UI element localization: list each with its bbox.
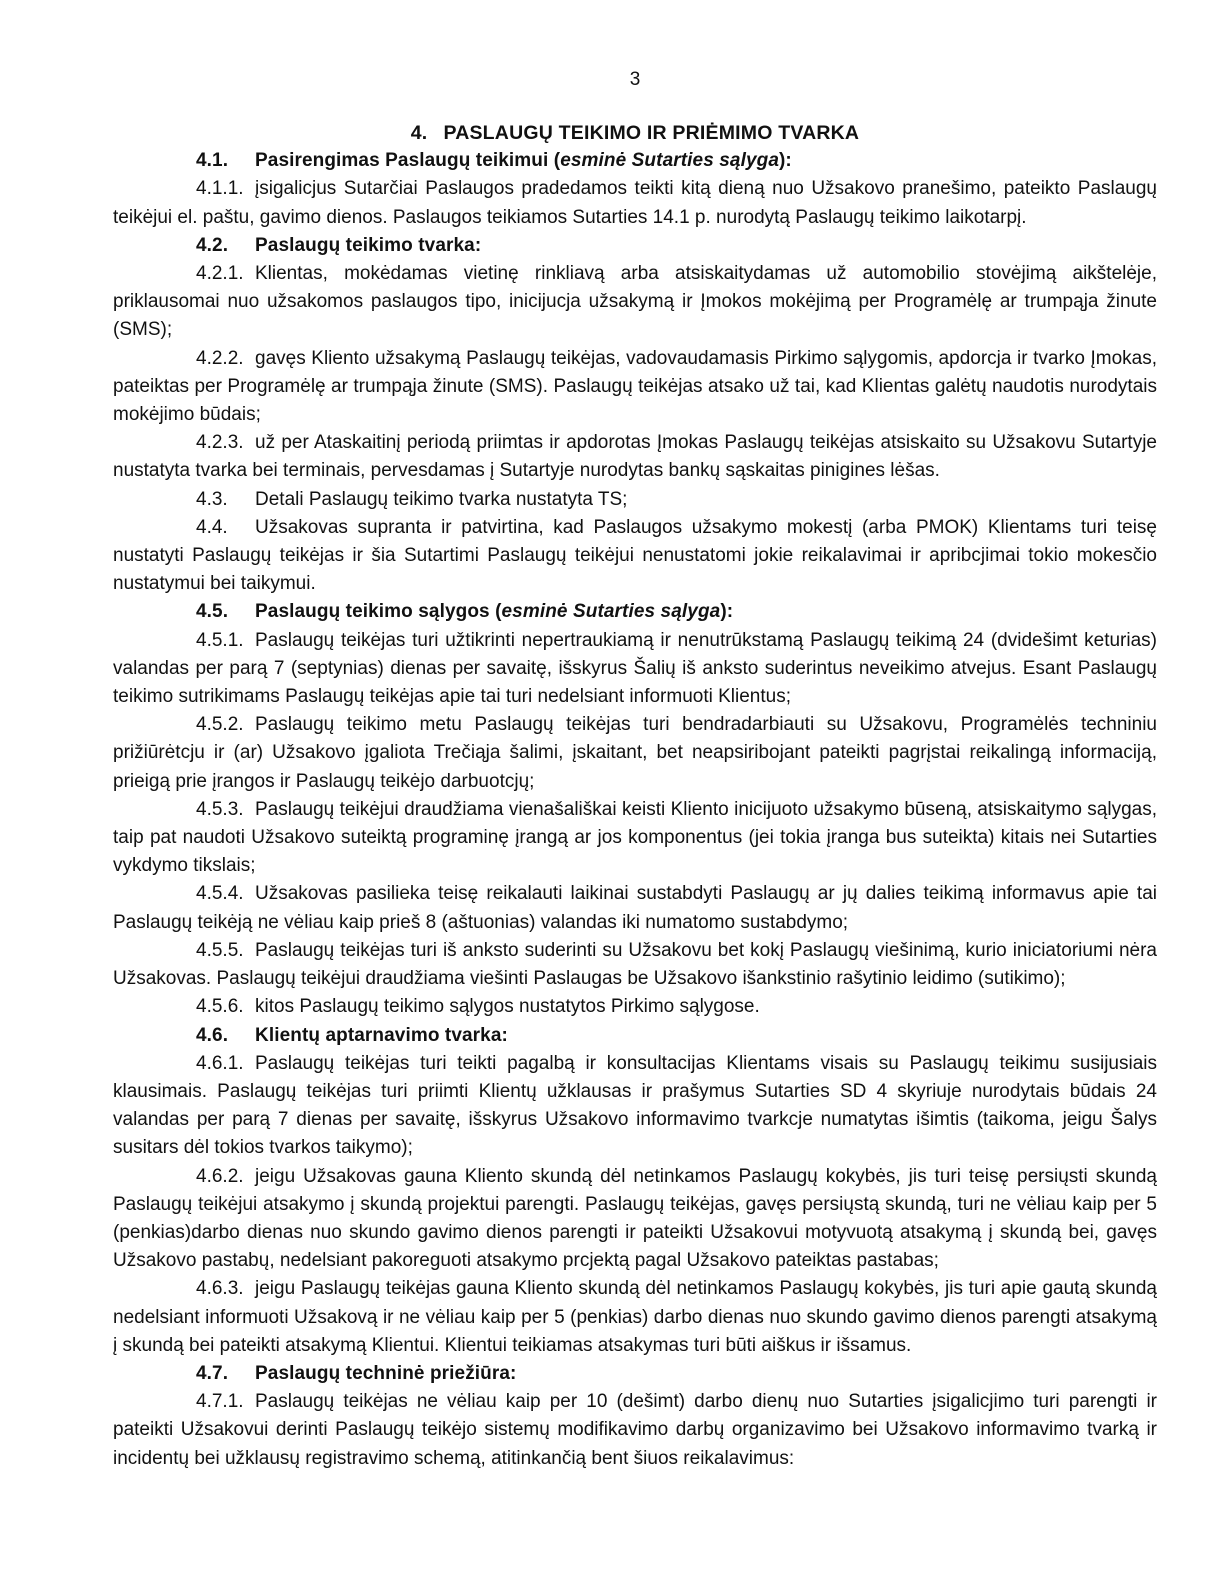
clause-number: 4.5.2. — [196, 714, 244, 736]
heading-tail: ): — [779, 150, 792, 172]
clause-number: 4.2.2. — [196, 347, 244, 369]
heading-italic-text: esminė Sutarties sąlyga — [560, 150, 779, 172]
clause-number: 4.5.6. — [196, 996, 244, 1018]
clause-4-5-6 — [113, 993, 1157, 1021]
clause-text: Klientas, mokėdamas vietinę rinkliavą arba atsiskaitydamas už automobilio stovėjimą aikštelėje, priklausomai nuo užsakomos paslaugos tipo, inicijucja užsakymą ir Įmokos mokėjimą per Programėlę ar trumpąja žinute (SMS); — [113, 263, 1157, 341]
clause-number: 4.6.2. — [196, 1165, 244, 1187]
clause-4-6-1 — [113, 1050, 1157, 1163]
clause-number: 4.5. — [196, 601, 229, 623]
clause-4-5-3 — [113, 796, 1157, 881]
section-title — [113, 119, 1157, 147]
clause-number: 4.6.3. — [196, 1278, 244, 1300]
clause-4-3 — [113, 486, 1157, 514]
heading-italic-text: esminė Sutarties sąlyga — [501, 601, 721, 623]
clause-4-2-3 — [113, 429, 1157, 485]
clause-number: 4.2. — [196, 234, 229, 256]
clause-text: Paslaugų teikėjui draudžiama vienašališkai keisti Kliento inicijuoto užsakymo būseną, atsiskaitymo sąlygas, taip pat naudoti Užsakovo suteiktą programinę įrangą ar jos komponentus (jei tokia įranga bus suteikta) kitais nei Sutarties vykdymo tikslais; — [113, 798, 1157, 877]
clause-4-1-1 — [113, 175, 1157, 231]
clause-text: kitos Paslaugų teikimo sąlygos nustatytos Pirkimo sąlygose. — [255, 996, 760, 1018]
clause-number: 4.4. — [196, 516, 228, 538]
heading-text: Paslaugų teikimo sąlygos ( — [255, 601, 502, 623]
clause-number: 4.6. — [196, 1024, 229, 1046]
heading-4-5 — [113, 598, 1157, 626]
clause-text: Paslaugų teikimo metu Paslaugų teikėjas turi bendradarbiauti su Užsakovu, Programėlės techniniu prižiūrėtcju ir (ar) Užsakovo įgaliota Trečiąja šalimi, įskaitant, bet neapsiribojant pateikti pagrįstai reikalingą informaciją, prieigą prie įrangos ir Paslaugų teikėjo darbuotcjų; — [113, 714, 1157, 792]
clause-text: už per Ataskaitinį periodą priimtas ir apdorotas Įmokas Paslaugų teikėjas atsiskaito su Užsakovu Sutartyje nustatyta tvarka bei terminais, pervesdamas į Sutartyje nurodytas bankų sąskaitas pinigines lėšas. — [113, 432, 1157, 482]
clause-4-5-5 — [113, 937, 1157, 993]
clause-4-4 — [113, 514, 1157, 599]
clause-number: 4.5.4. — [196, 883, 244, 905]
section-title-number: 4. — [410, 122, 428, 144]
clause-text: Paslaugų teikėjas ne vėliau kaip per 10 (dešimt) darbo dienų nuo Sutarties įsigalicjimo turi parengti ir pateikti Užsakovui derinti Paslaugų teikėjo sistemų modifikavimo darbų organizavimo bei Užsakovo informavimo tvarką ir incidentų bei užklausų registravimo schemą, atitinkančią bent šiuos reikalavimus: — [113, 1391, 1157, 1469]
clause-4-2-2 — [113, 345, 1157, 430]
clause-text: Užsakovas pasilieka teisę reikalauti laikinai sustabdyti Paslaugų ar jų dalies teikimą informavus apie tai Paslaugų teikėją ne vėliau kaip prieš 8 (aštuonias) valandas iki numatomo sustabdymo; — [113, 883, 1157, 933]
clause-number: 4.1. — [196, 150, 229, 172]
heading-tail: ): — [720, 601, 734, 623]
clause-number: 4.2.3. — [196, 432, 244, 454]
clause-text: įsigalicjus Sutarčiai Paslaugos pradedamos teikti kitą dieną nuo Užsakovo pranešimo, pateikto Paslaugų teikėjui el. paštu, gavimo dienos. Paslaugos teikiamos Sutarties 14.1 p. nurodytą Paslaugų teikimo laikotarpį. — [113, 178, 1157, 228]
heading-4-2 — [113, 232, 1157, 260]
clause-4-5-4 — [113, 880, 1157, 936]
clause-number: 4.7. — [196, 1362, 229, 1384]
clause-number: 4.6.1. — [196, 1052, 244, 1074]
heading-text: Klientų aptarnavimo tvarka: — [255, 1024, 508, 1046]
clause-4-5-2 — [113, 711, 1157, 796]
clause-number: 4.3. — [196, 488, 228, 510]
clause-number: 4.2.1. — [196, 263, 244, 285]
clause-number: 4.5.5. — [196, 939, 244, 961]
clause-text: jeigu Paslaugų teikėjas gauna Kliento skundą dėl netinkamos Paslaugų kokybės, jis turi apie gautą skundą nedelsiant informuoti Užsakovą ir ne vėliau kaip per 5 (penkias) darbo dienas nuo skundo gavimo dienos parengti atsakymą į skundą bei pateikti atsakymą Klientui. Klientui teikiamas atsakymas turi būti aiškus ir išsamus. — [113, 1278, 1157, 1356]
clause-text: Paslaugų teikėjas turi iš anksto suderinti su Užsakovu bet kokį Paslaugų viešinimą, kurio iniciatoriumi nėra Užsakovas. Paslaugų teikėjui draudžiama viešinti Paslaugas be Užsakovo išankstinio rašytinio leidimo (sutikimo); — [113, 939, 1157, 990]
clause-number: 4.7.1. — [196, 1391, 244, 1413]
clause-text: jeigu Užsakovas gauna Kliento skundą dėl netinkamos Paslaugų kokybės, jis turi teisę persiųsti skundą Paslaugų teikėjui atsakymo į skundą projektui parengti. Paslaugų teikėjas, gavęs persiųstą skundą, turi ne vėliau kaip per 5 (penkias)darbo dienas nuo skundo gavimo dienos parengti ir pateikti Užsakovui motyvuotą atsakymą į skundą bei, gavęs Užsakovo pastabų, nedelsiant pakoreguoti atsakymo prcjektą pagal Užsakovo pateiktas pastabas; — [113, 1165, 1157, 1272]
heading-4-6 — [113, 1022, 1157, 1050]
clause-4-2-1 — [113, 260, 1157, 345]
clause-text: Paslaugų teikėjas turi teikti pagalbą ir konsultacijas Klientams visais su Paslaugų teikimu susijusiais klausimais. Paslaugų teikėjas turi priimti Klientų užklausas ir prašymus Sutarties SD 4 skyriuje nurodytais būdais 24 valandas per parą 7 dienas per savaitę, išskyrus Užsakovo informavimo tvarkcje numatytas išimtis (taikoma, jeigu Šalys susitars dėl tokios tvarkos taikymo); — [113, 1052, 1157, 1159]
heading-4-1 — [113, 147, 1157, 175]
clause-4-6-3 — [113, 1275, 1157, 1360]
page-number: 3 — [629, 69, 641, 90]
heading-text: Paslaugų teikimo tvarka: — [255, 234, 482, 256]
clause-4-7-1 — [113, 1388, 1157, 1473]
clause-number: 4.5.1. — [196, 629, 244, 651]
section-title-text: PASLAUGŲ TEIKIMO IR PRIĖMIMO TVARKA — [443, 122, 860, 144]
heading-4-7 — [113, 1360, 1157, 1388]
clause-number: 4.5.3. — [196, 798, 244, 820]
clause-number: 4.1.1. — [196, 178, 244, 200]
heading-text: Pasirengimas Paslaugų teikimui ( — [255, 150, 561, 172]
clause-text: gavęs Kliento užsakymą Paslaugų teikėjas, vadovaudamasis Pirkimo sąlygomis, apdorcja ir tvarko Įmokas, pateiktas per Programėlę ar trumpąja žinute (SMS). Paslaugų teikėjas atsako už tai, kad Klientas galėtų naudotis nurodytais mokėjimo būdais; — [113, 347, 1157, 426]
clause-4-5-1 — [113, 627, 1157, 712]
clause-4-6-2 — [113, 1163, 1157, 1276]
clause-text: Užsakovas supranta ir patvirtina, kad Paslaugos užsakymo mokestį (arba PMOK) Klientams turi teisę nustatyti Paslaugų teikėjas ir šia Sutartimi Paslaugų teikėjui nenustatomi jokie reikalavimai ir apribcjimai tokio mokesčio nustatymui bei taikymui. — [113, 516, 1157, 595]
clause-text: Detali Paslaugų teikimo tvarka nustatyta TS; — [255, 488, 628, 510]
heading-text: Paslaugų techninė priežiūra: — [255, 1362, 517, 1384]
clause-text: Paslaugų teikėjas turi užtikrinti nepertraukiamą ir nenutrūkstamą Paslaugų teikimą 24 (dvidešimt keturias) valandas per parą 7 (septynias) dienas per savaitę, išskyrus Šalių iš anksto suderintus neveikimo atvejus. Esant Paslaugų teikimo sutrikimams Paslaugų teikėjas apie tai turi nedelsiant informuoti Klientus; — [113, 629, 1157, 708]
